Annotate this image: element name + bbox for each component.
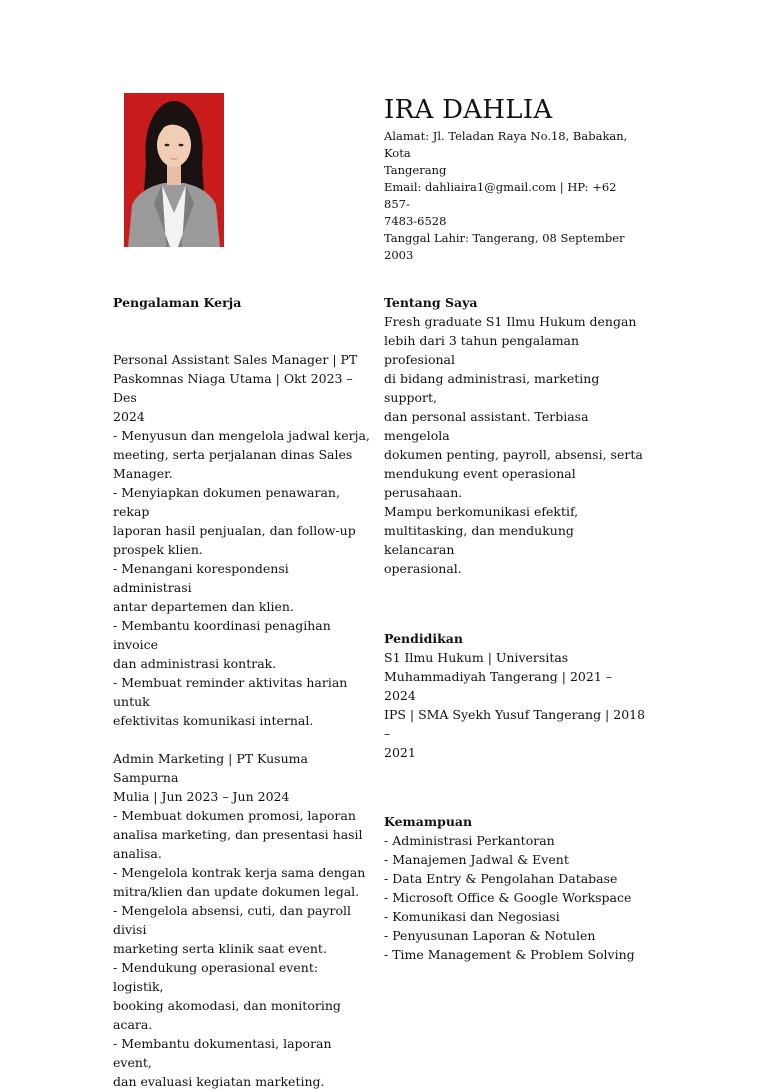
address-line-cont: Tangerang	[384, 163, 447, 177]
profile-photo	[124, 93, 224, 247]
job-line: Mulia | Jun 2023 – Jun 2024	[113, 789, 290, 804]
job-line: Personal Assistant Sales Manager | PT	[113, 352, 358, 367]
education-section	[384, 629, 646, 762]
job-line: - Mendukung operasional event: logistik,	[113, 960, 319, 994]
about-line: multitasking, dan mendukung kelancaran	[384, 523, 574, 557]
job-entry	[113, 350, 371, 730]
job-line: meeting, serta perjalanan dinas Sales	[113, 447, 353, 462]
about-line: dan personal assistant. Terbiasa mengelola	[384, 409, 589, 443]
skill-item: - Data Entry & Pengolahan Database	[384, 871, 618, 886]
job-line: efektivitas komunikasi internal.	[113, 713, 314, 728]
profile-photo-illustration	[124, 93, 224, 247]
job-line: - Mengelola kontrak kerja sama dengan	[113, 865, 366, 880]
skill-item: - Time Management & Problem Solving	[384, 947, 635, 962]
about-line: Mampu berkomunikasi efektif,	[384, 504, 579, 519]
about-line: di bidang administrasi, marketing support,	[384, 371, 600, 405]
skills-section	[384, 812, 646, 964]
job-line: - Membuat reminder aktivitas harian untuk	[113, 675, 348, 709]
email-phone-line: Email: dahliaira1@gmail.com | HP: +62 857-	[384, 180, 617, 211]
skills-heading: Kemampuan	[384, 814, 473, 829]
job-line: Manager.	[113, 466, 173, 481]
job-line: antar departemen dan klien.	[113, 599, 294, 614]
job-line: - Membantu dokumentasi, laporan event,	[113, 1036, 332, 1070]
education-line: Muhammadiyah Tangerang | 2021 – 2024	[384, 669, 612, 703]
job-line: Paskomnas Niaga Utama | Okt 2023 – Des	[113, 371, 353, 405]
skill-item: - Komunikasi dan Negosiasi	[384, 909, 560, 924]
job-line: - Membuat dokumen promosi, laporan	[113, 808, 356, 823]
job-line: dan administrasi kontrak.	[113, 656, 277, 671]
about-line: dokumen penting, payroll, absensi, serta	[384, 447, 643, 462]
job-line: booking akomodasi, dan monitoring acara.	[113, 998, 341, 1032]
job-entry	[113, 749, 371, 1091]
right-column	[384, 293, 646, 964]
about-line: operasional.	[384, 561, 462, 576]
birth-line: Tanggal Lahir: Tangerang, 08 September 2003	[384, 231, 625, 262]
education-line: S1 Ilmu Hukum | Universitas	[384, 650, 569, 665]
skill-item: - Penyusunan Laporan & Notulen	[384, 928, 596, 943]
about-section	[384, 293, 646, 578]
skill-item: - Administrasi Perkantoran	[384, 833, 555, 848]
phone-line-cont: 7483-6528	[384, 214, 447, 228]
address-line: Alamat: Jl. Teladan Raya No.18, Babakan, Kota	[384, 129, 628, 160]
job-line: - Menyiapkan dokumen penawaran, rekap	[113, 485, 340, 519]
job-line: laporan hasil penjualan, dan follow-up	[113, 523, 356, 538]
job-line: - Membantu koordinasi penagihan invoice	[113, 618, 331, 652]
education-heading: Pendidikan	[384, 631, 463, 646]
job-line: 2024	[113, 409, 145, 424]
job-line: - Mengelola absensi, cuti, dan payroll divisi	[113, 903, 351, 937]
education-line: 2021	[384, 745, 416, 760]
about-line: mendukung event operasional perusahaan.	[384, 466, 576, 500]
skill-item: - Microsoft Office & Google Workspace	[384, 890, 632, 905]
about-line: lebih dari 3 tahun pengalaman profesional	[384, 333, 580, 367]
experience-heading: Pengalaman Kerja	[113, 295, 242, 310]
experience-section	[113, 293, 371, 1091]
job-line: marketing serta klinik saat event.	[113, 941, 327, 956]
job-line: prospek klien.	[113, 542, 203, 557]
job-line: - Menangani korespondensi administrasi	[113, 561, 289, 595]
candidate-name: IRA DAHLIA	[384, 95, 553, 125]
job-line: analisa.	[113, 846, 162, 861]
job-line: Admin Marketing | PT Kusuma Sampurna	[113, 751, 308, 785]
about-line: Fresh graduate S1 Ilmu Hukum dengan	[384, 314, 637, 329]
job-line: dan evaluasi kegiatan marketing.	[113, 1074, 325, 1089]
education-line: IPS | SMA Syekh Yusuf Tangerang | 2018 –	[384, 707, 646, 741]
about-heading: Tentang Saya	[384, 295, 478, 310]
job-line: - Menyusun dan mengelola jadwal kerja,	[113, 428, 370, 443]
job-line: analisa marketing, dan presentasi hasil	[113, 827, 363, 842]
contact-info	[384, 128, 644, 264]
job-line: mitra/klien dan update dokumen legal.	[113, 884, 360, 899]
skill-item: - Manajemen Jadwal & Event	[384, 852, 569, 867]
